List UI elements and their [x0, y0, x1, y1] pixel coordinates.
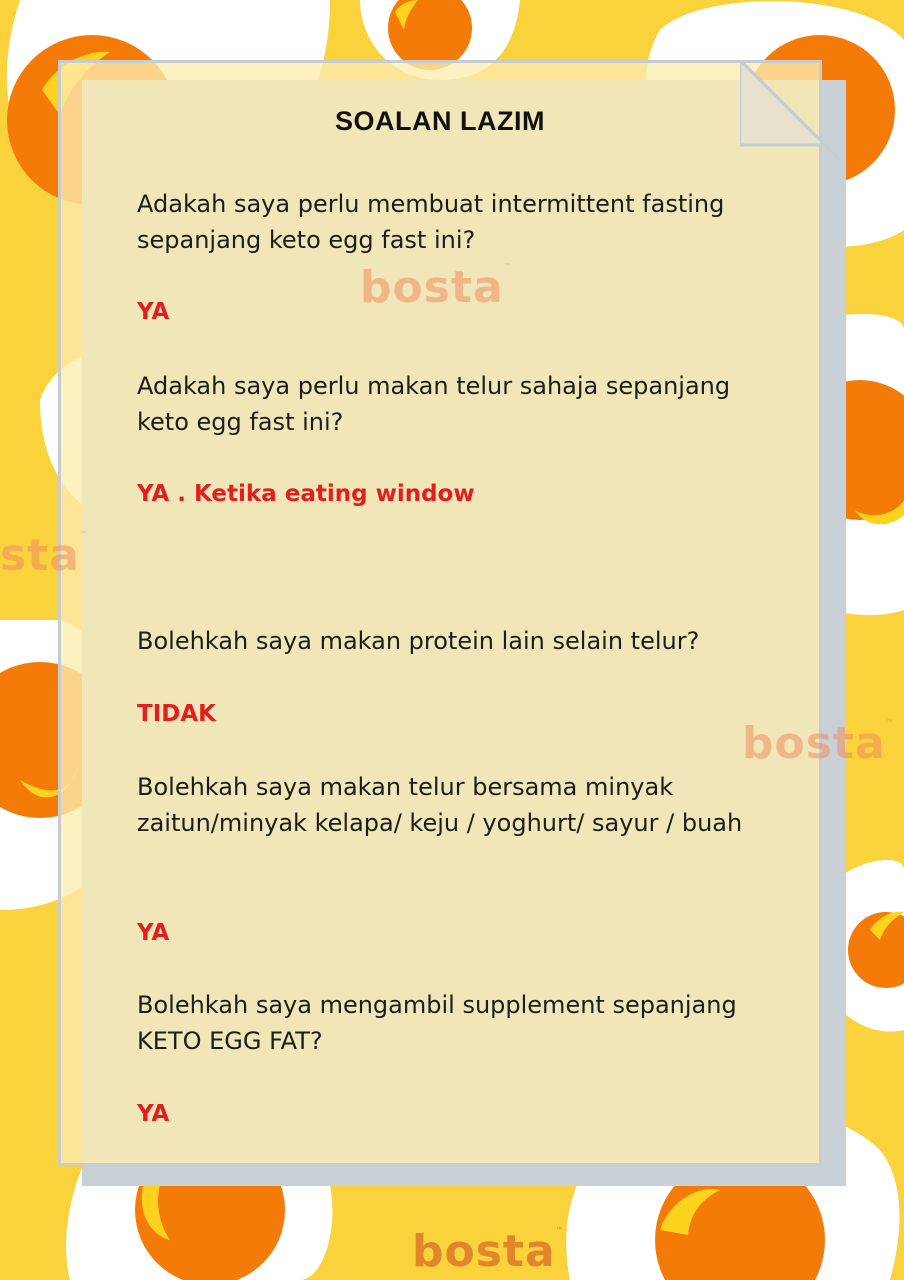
- bosta-watermark: bosta™: [742, 718, 895, 769]
- faq-question-3: Bolehkah saya makan protein lain selain telur?: [137, 627, 700, 655]
- faq-question-5: Bolehkah saya mengambil supplement sepanjang KETO EGG FAT?: [137, 991, 737, 1055]
- faq-question-2: Adakah saya perlu makan telur sahaja sepanjang keto egg fast ini?: [137, 372, 731, 436]
- faq-question-1: Adakah saya perlu membuat intermittent fasting sepanjang keto egg fast ini?: [137, 190, 725, 254]
- bosta-watermark: bosta™: [360, 262, 513, 313]
- page-title: SOALAN LAZIM: [335, 106, 545, 136]
- faq-answer-4: YA: [137, 920, 170, 946]
- bosta-watermark: sta™: [0, 530, 89, 581]
- faq-answer-1: YA: [137, 299, 170, 325]
- bosta-watermark: bosta™: [412, 1226, 565, 1277]
- faq-answer-5: YA: [137, 1101, 170, 1127]
- faq-question-4: Bolehkah saya makan telur bersama minyak zaitun/minyak kelapa/ keju / yoghurt/ sayur / buah: [137, 773, 743, 837]
- faq-answer-2: YA . Ketika eating window: [137, 481, 475, 507]
- faq-answer-3: TIDAK: [137, 701, 216, 727]
